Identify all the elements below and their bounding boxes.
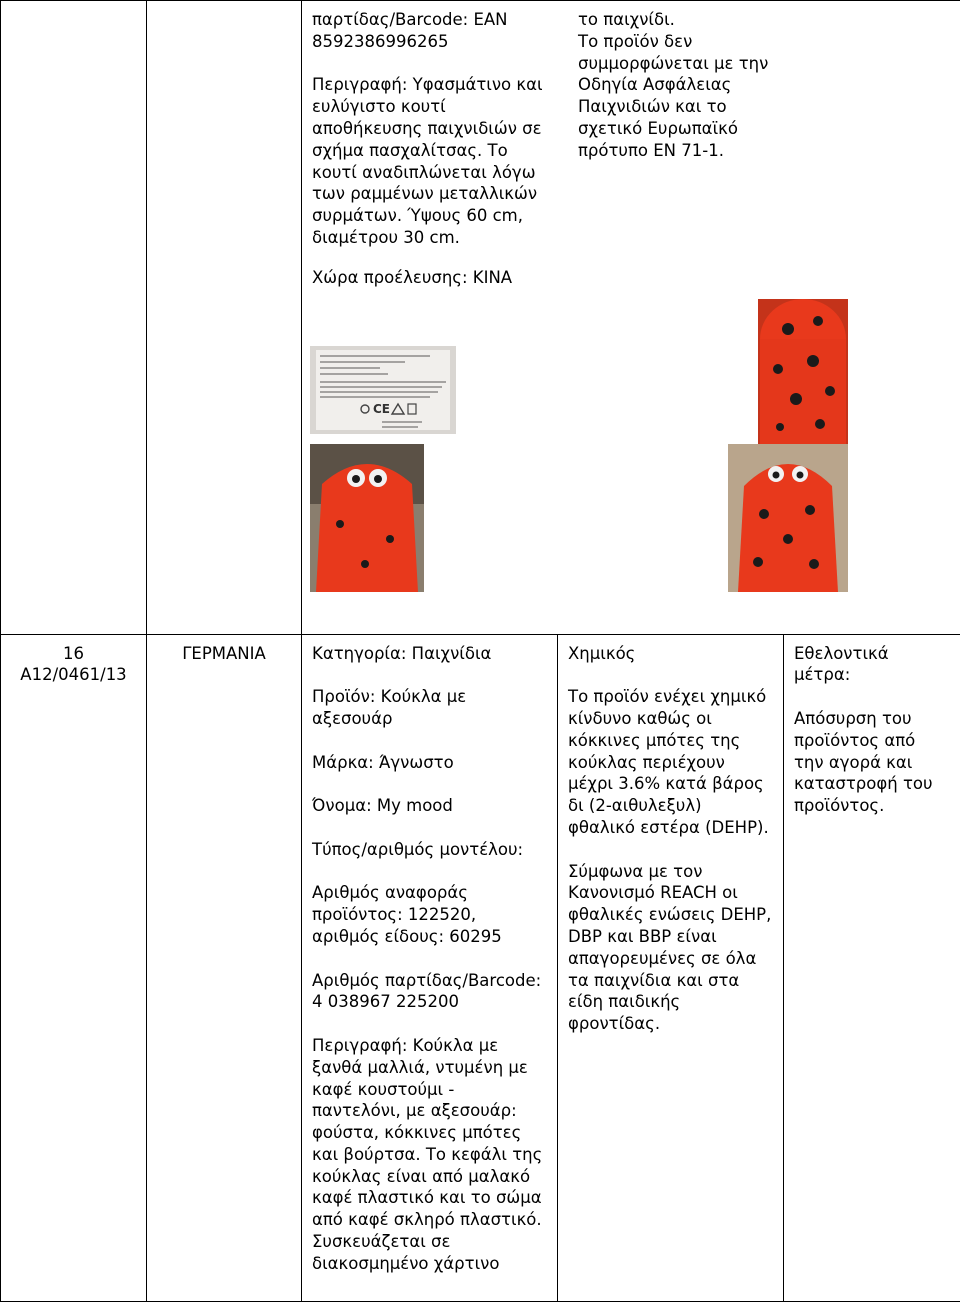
- cell-country-15: [147, 1, 302, 635]
- ladybug-photo-bottom-right: [728, 444, 848, 592]
- cell-product-and-risk-15: [302, 1, 960, 635]
- product-description-15: [302, 1, 558, 249]
- ladybug-photo-top: [758, 299, 848, 445]
- cell-measures-16: [784, 634, 960, 1301]
- product-photos-15: [302, 289, 960, 634]
- risk-line-2-15: Το προϊόν δεν συμμορφώνεται με την Οδηγία Ασφάλειας Παιχνιδιών και το σχετικό Ευρωπαϊκό πρότυπο ΕΝ 71-1.: [578, 32, 768, 160]
- risk-line-1-15: το παιχνίδι.: [578, 10, 675, 29]
- ce-mark: CE: [373, 402, 390, 416]
- description: Περιγραφή: Κούκλα με ξανθά μαλλιά, ντυμένη με καφέ κουστούμι - παντελόνι, με αξεσουάρ: φούστα, κόκκινες μπότες και βούρτσα. Το κεφάλι της κούκλας είναι από μαλακό καφέ πλαστικό και το σώμα από καφέ σκληρό πλαστικό. Συσκευάζεται σε διακοσμημένο χάρτινο: [312, 1035, 547, 1275]
- risk-regulation: Σύμφωνα με τον Κανονισμό REACH οι φθαλικές ενώσεις DEHP, DBP και BBP είναι απαγορευμένες σε όλα τα παιχνίδια και στα είδη παιδικής φροντίδας.: [568, 861, 773, 1035]
- country: ΓΕΡΜΑΝΙΑ: [147, 635, 301, 665]
- barcode-label: Αριθμός παρτίδας/Barcode:: [312, 971, 541, 990]
- description-15: Περιγραφή: Υφασμάτινο και ευλύγιστο κουτί αποθήκευσης παιχνιδιών σε σχήμα πασχαλίτσας. Το κουτί αναδιπλώνεται λόγω των ραμμένων μεταλλικών συρμάτων. Ύψους 60 cm, διαμέτρου 30 cm.: [312, 74, 548, 248]
- label-photo: [310, 346, 456, 434]
- cell-number-15: [1, 1, 147, 635]
- risk-description: Το προϊόν ενέχει χημικό κίνδυνο καθώς οι κόκκινες μπότες της κούκλας περιέχουν μέχρι 3.6% κατά βάρος δι (2-αιθυλεξυλ) φθαλικό εστέρα (DEHP).: [568, 686, 773, 839]
- risk-description-15: [558, 1, 794, 249]
- reference-code: A12/0461/13: [20, 665, 126, 684]
- barcode-label-15: παρτίδας/Barcode: EAN: [312, 10, 508, 29]
- category: Κατηγορία: Παιχνίδια: [312, 643, 547, 665]
- barcode-value: 4 038967 225200: [312, 992, 459, 1011]
- measures-title: Εθελοντικά μέτρα:: [794, 643, 950, 687]
- cell-risk-16: [558, 634, 784, 1301]
- measures-text: Απόσυρση του προϊόντος από την αγορά και καταστροφή του προϊόντος.: [794, 708, 950, 817]
- origin-15: Χώρα προέλευσης: ΚΙΝΑ: [302, 249, 960, 289]
- model: Τύπος/αριθμός μοντέλου:: [312, 839, 547, 861]
- table-row-16: [1, 634, 960, 1301]
- brand: Μάρκα: Άγνωστο: [312, 752, 547, 774]
- risk-type: Χημικός: [568, 643, 773, 665]
- barcode-value-15: 8592386996265: [312, 32, 448, 51]
- table-row-15: [1, 1, 960, 635]
- cell-number-16: [1, 634, 147, 1301]
- ladybug-photo-bottom-left: [310, 444, 424, 592]
- cell-product-16: [302, 634, 558, 1301]
- name: Όνομα: My mood: [312, 795, 547, 817]
- cell-country-16: [147, 634, 302, 1301]
- reference-numbers: Αριθμός αναφοράς προϊόντος: 122520, αριθμός είδους: 60295: [312, 882, 547, 947]
- row-number: 16: [63, 644, 84, 663]
- product: Προϊόν: Κούκλα με αξεσουάρ: [312, 686, 547, 730]
